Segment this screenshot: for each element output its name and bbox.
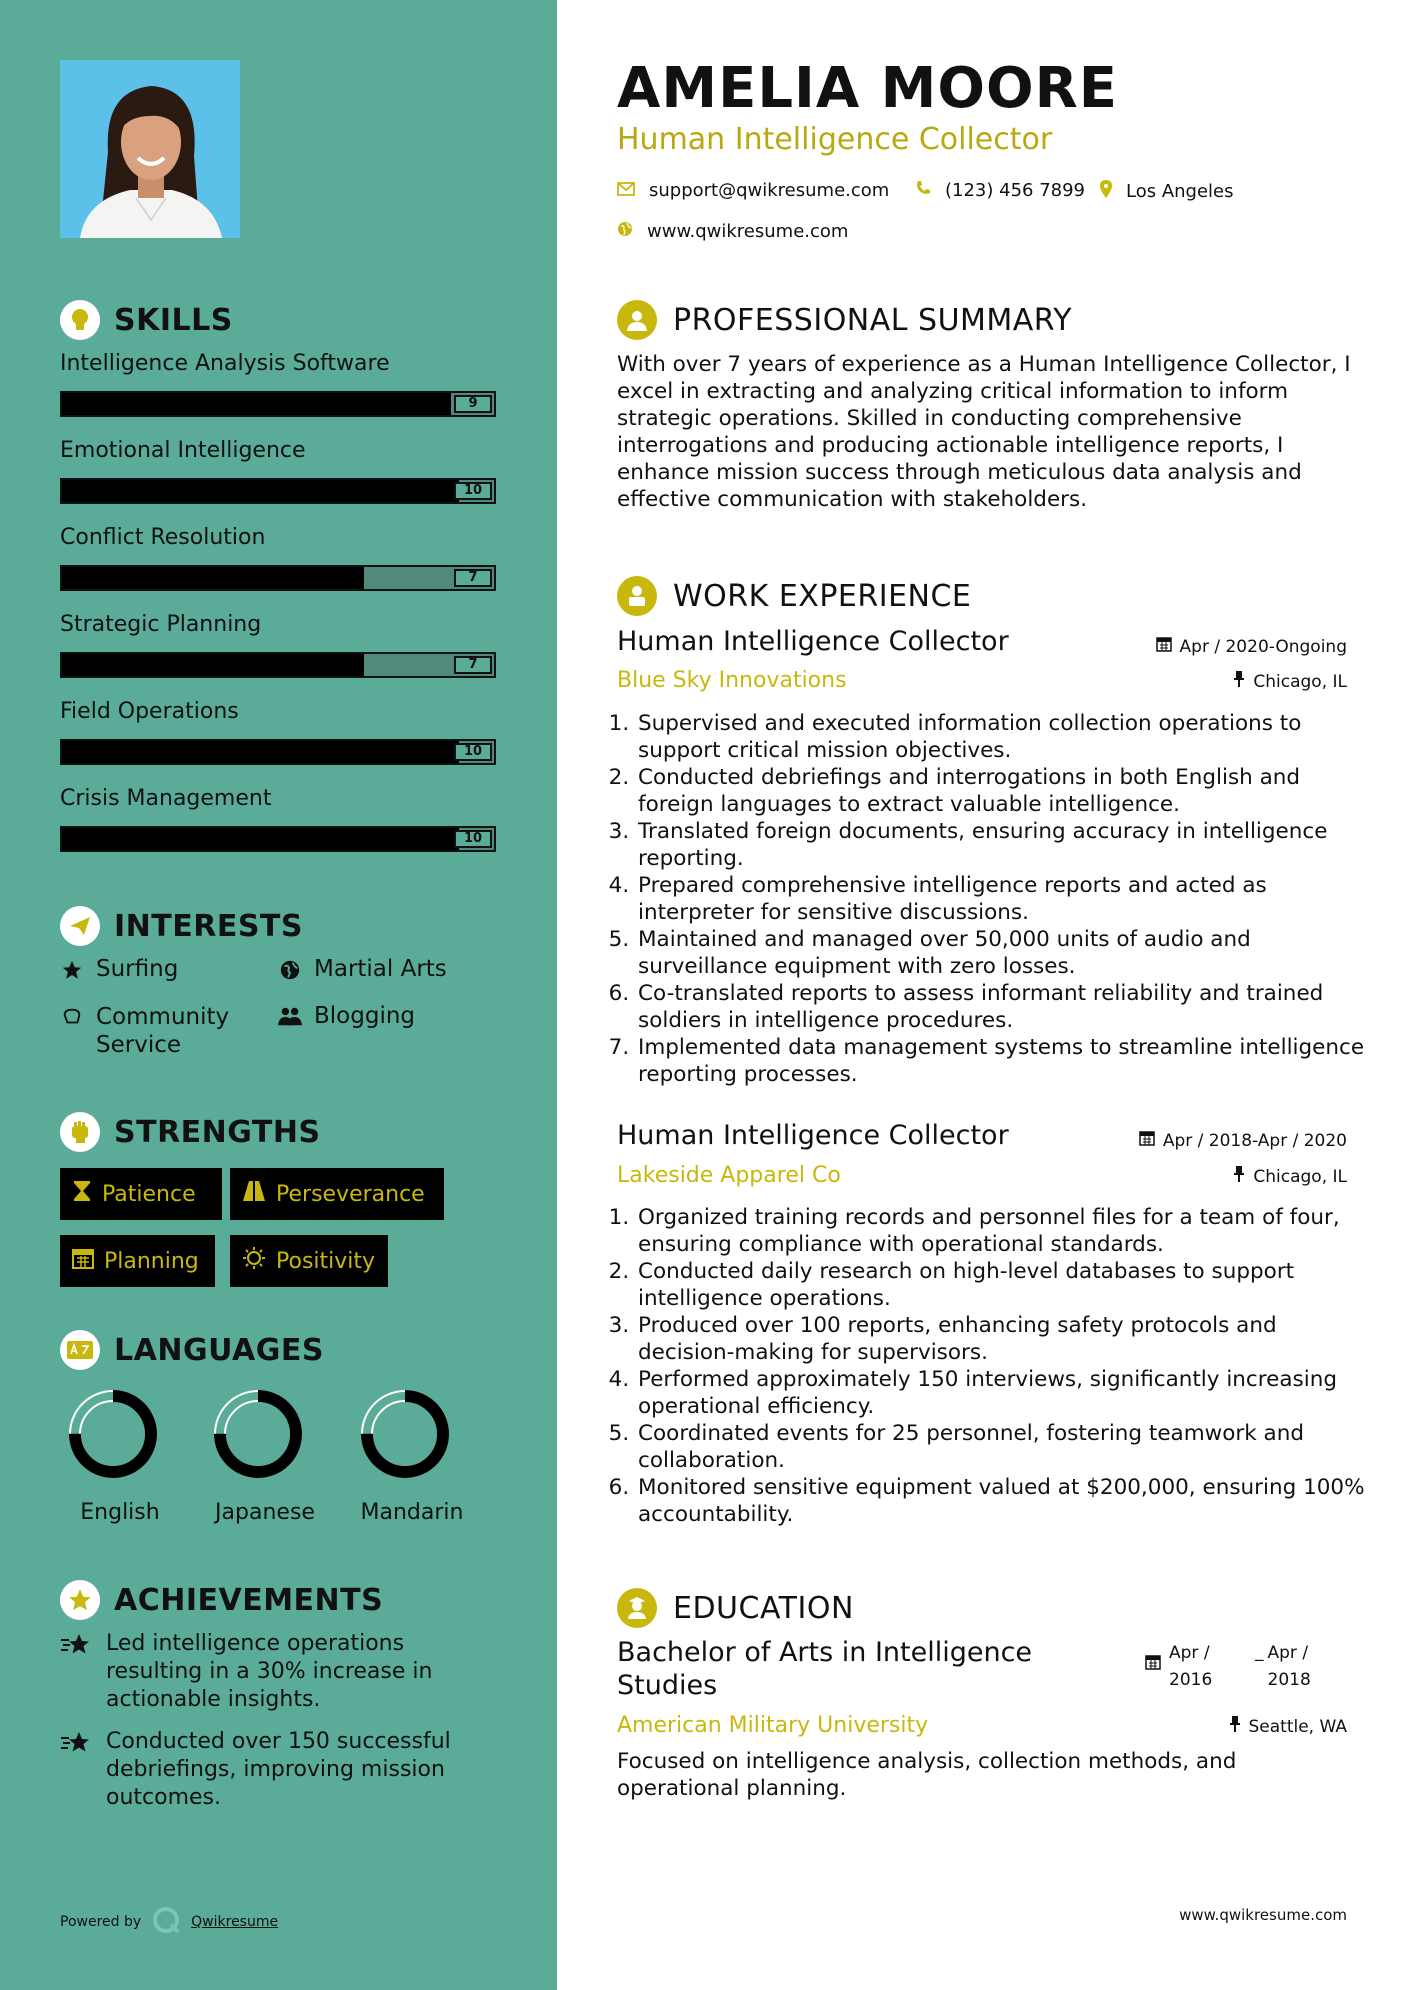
job-company: Blue Sky Innovations xyxy=(617,668,847,693)
job-company: Lakeside Apparel Co xyxy=(617,1163,841,1188)
map-pin-icon xyxy=(1100,180,1112,203)
candidate-name: AMELIA MOORE xyxy=(617,56,1118,121)
language-label-mandarin: Mandarin xyxy=(360,1500,464,1525)
skill-score: 7 xyxy=(454,569,492,587)
education-location xyxy=(1229,1716,1348,1737)
job-location-text: Chicago, IL xyxy=(1253,1166,1347,1187)
trophy-star-icon xyxy=(60,1580,100,1620)
job-bullet: 2. Conducted daily research on high-level databases to support intelligence operations. xyxy=(636,1258,1376,1312)
sun-icon xyxy=(242,1246,266,1276)
job-bullet: 1. Organized training records and personnel files for a team of four, ensuring compliance with operational standards. xyxy=(636,1204,1376,1258)
skill-label: Intelligence Analysis Software xyxy=(60,351,390,376)
strength-patience xyxy=(60,1168,222,1220)
summary-text: With over 7 years of experience as a Human Intelligence Collector, I excel in extracting and analyzing critical information to inform strategic operations. Skilled in conducting comprehensive interrogations and producing actionable intelligence reports, I enhance mission success through meticulous data analysis and effective communication with stakeholders. xyxy=(617,352,1351,512)
globe-icon xyxy=(617,221,633,242)
skill-bar xyxy=(60,391,496,417)
job-bullet: 1. Supervised and executed information collection operations to support critical mission objectives. xyxy=(636,710,1376,764)
paper-plane-icon xyxy=(60,906,100,946)
language-ring xyxy=(212,1388,304,1480)
sidebar xyxy=(0,0,557,1990)
languages-title: LANGUAGES xyxy=(114,1332,324,1368)
road-icon xyxy=(242,1181,266,1207)
job-dates-text: Apr / 2020-Ongoing xyxy=(1179,636,1347,657)
job-bullet: 4. Performed approximately 150 interviews, significantly increasing operational efficiency. xyxy=(636,1366,1376,1420)
phone-text[interactable]: (123) 456 7899 xyxy=(945,180,1086,201)
strength-label: Patience xyxy=(102,1181,196,1207)
experience-heading xyxy=(617,576,971,616)
skill-bar xyxy=(60,739,496,765)
pushpin-icon xyxy=(1233,1166,1245,1187)
skill-bar xyxy=(60,478,496,504)
education-end-text: Apr / 2018 xyxy=(1267,1643,1311,1690)
job-dates xyxy=(1139,1130,1347,1151)
shooting-star-icon xyxy=(60,1730,92,1812)
education-location-text: Seattle, WA xyxy=(1248,1716,1347,1737)
interest-surfing xyxy=(60,956,178,982)
hand-icon xyxy=(60,1005,84,1029)
interest-label: Surfing xyxy=(96,956,179,982)
contact-phone xyxy=(915,180,1085,201)
powered-by xyxy=(60,1905,278,1939)
achievement-text: Conducted over 150 successful debriefings, improving mission outcomes. xyxy=(106,1729,451,1810)
language-icon xyxy=(60,1330,100,1370)
job-bullets xyxy=(610,1204,1376,1528)
education-start xyxy=(1145,1640,1219,1694)
strengths-title: STRENGTHS xyxy=(114,1114,321,1150)
skill-label: Strategic Planning xyxy=(60,612,262,637)
skill-bar-fill xyxy=(62,567,364,589)
skills-title: SKILLS xyxy=(114,302,233,338)
profile-photo-image xyxy=(60,60,240,238)
education-degree: Bachelor of Arts in Intelligence Studies xyxy=(617,1637,1033,1701)
skill-score: 10 xyxy=(454,830,492,848)
skill-bar xyxy=(60,826,496,852)
skill-score: 7 xyxy=(454,656,492,674)
experience-title: WORK EXPERIENCE xyxy=(673,578,972,614)
strength-planning xyxy=(60,1235,215,1287)
pushpin-icon xyxy=(1229,1716,1241,1737)
strengths-heading xyxy=(60,1112,321,1152)
education-school: American Military University xyxy=(617,1713,929,1738)
job-title: Human Intelligence Collector xyxy=(617,1120,1009,1151)
job-bullet: 3. Translated foreign documents, ensuring accuracy in intelligence reporting. xyxy=(636,818,1376,872)
skill-bar-fill xyxy=(62,741,459,763)
summary-heading xyxy=(617,300,1072,340)
language-label-english: English xyxy=(80,1500,160,1525)
job-dates xyxy=(1156,636,1347,657)
briefcase-user-icon xyxy=(617,576,657,616)
skill-label: Field Operations xyxy=(60,699,239,724)
powered-by-text: Powered by xyxy=(60,1914,142,1930)
job-bullet: 7. Implemented data management systems to streamline intelligence reporting processes. xyxy=(636,1034,1376,1088)
contact-email xyxy=(617,180,889,201)
education-title: EDUCATION xyxy=(673,1590,854,1626)
envelope-icon xyxy=(617,180,635,201)
pushpin-icon xyxy=(1233,671,1245,692)
calendar-icon xyxy=(1156,636,1172,657)
strength-label: Positivity xyxy=(276,1248,376,1274)
interest-label: Community Service xyxy=(96,1004,230,1058)
interest-blogging xyxy=(278,1003,415,1029)
skill-score: 9 xyxy=(454,395,492,413)
users-icon xyxy=(278,1005,302,1029)
phone-icon xyxy=(915,180,931,201)
languages-heading xyxy=(60,1330,324,1370)
qwikresume-logo-icon xyxy=(151,1905,181,1939)
user-icon xyxy=(617,300,657,340)
job-title: Human Intelligence Collector xyxy=(617,626,1009,657)
fist-icon xyxy=(60,1112,100,1152)
globe-icon xyxy=(278,958,302,982)
website-text[interactable]: www.qwikresume.com xyxy=(647,221,849,242)
calendar-icon xyxy=(1139,1130,1155,1151)
skill-bar-fill xyxy=(62,480,459,502)
education-end xyxy=(1255,1640,1318,1694)
achievements-title: ACHIEVEMENTS xyxy=(114,1582,384,1618)
skill-label: Conflict Resolution xyxy=(60,525,266,550)
job-bullet: 5. Coordinated events for 25 personnel, fostering teamwork and collaboration. xyxy=(636,1420,1376,1474)
job-bullet: 4. Prepared comprehensive intelligence reports and acted as interpreter for sensitive discussions. xyxy=(636,872,1376,926)
language-ring xyxy=(359,1388,451,1480)
date-separator: _ xyxy=(1255,1642,1264,1662)
skill-bar-fill xyxy=(62,654,364,676)
interest-label: Blogging xyxy=(314,1003,416,1029)
job-location xyxy=(1233,1166,1347,1187)
hourglass-icon xyxy=(72,1180,92,1208)
education-start-text: Apr / 2016 xyxy=(1169,1643,1213,1690)
interest-community-service xyxy=(60,1003,260,1059)
qwikresume-link[interactable]: Qwikresume xyxy=(191,1914,279,1930)
interest-label: Martial Arts xyxy=(314,956,447,982)
summary-title: PROFESSIONAL SUMMARY xyxy=(673,302,1073,338)
graduate-icon xyxy=(617,1588,657,1628)
interest-martial-arts xyxy=(278,956,447,982)
skill-bar-fill xyxy=(62,828,459,850)
skill-score: 10 xyxy=(454,743,492,761)
education-description: Focused on intelligence analysis, collection methods, and operational planning. xyxy=(617,1749,1237,1801)
interests-heading xyxy=(60,906,303,946)
calendar-icon xyxy=(72,1247,94,1275)
achievement-item xyxy=(60,1728,500,1812)
contact-location xyxy=(1100,180,1234,203)
skills-heading xyxy=(60,300,233,340)
strength-label: Planning xyxy=(104,1248,199,1274)
strength-label: Perseverance xyxy=(276,1181,425,1207)
skill-score: 10 xyxy=(454,482,492,500)
job-bullet: 2. Conducted debriefings and interrogations in both English and foreign languages to extract valuable intelligence. xyxy=(636,764,1376,818)
strength-perseverance xyxy=(230,1168,444,1220)
contact-website xyxy=(617,221,848,242)
interests-title: INTERESTS xyxy=(114,908,303,944)
job-location xyxy=(1233,671,1347,692)
job-bullet: 6. Monitored sensitive equipment valued at $200,000, ensuring 100% accountability. xyxy=(636,1474,1376,1528)
email-text[interactable]: support@qwikresume.com xyxy=(649,180,890,201)
skill-bar xyxy=(60,565,496,591)
strength-positivity xyxy=(230,1235,388,1287)
education-heading xyxy=(617,1588,854,1628)
skill-label: Emotional Intelligence xyxy=(60,438,306,463)
achievement-text: Led intelligence operations resulting in a 30% increase in actionable insights. xyxy=(106,1631,433,1712)
skill-bar xyxy=(60,652,496,678)
job-bullets xyxy=(610,710,1376,1088)
achievement-item xyxy=(60,1630,500,1714)
skill-label: Crisis Management xyxy=(60,786,272,811)
job-dates-text: Apr / 2018-Apr / 2020 xyxy=(1162,1130,1347,1151)
profile-photo xyxy=(60,60,240,238)
lightbulb-icon xyxy=(60,300,100,340)
job-location-text: Chicago, IL xyxy=(1253,671,1347,692)
skill-bar-fill xyxy=(62,393,451,415)
job-bullet: 3. Produced over 100 reports, enhancing safety protocols and decision-making for supervisors. xyxy=(636,1312,1376,1366)
candidate-role: Human Intelligence Collector xyxy=(617,122,1053,157)
achievements-heading xyxy=(60,1580,383,1620)
job-bullet: 5. Maintained and managed over 50,000 units of audio and surveillance equipment with zero losses. xyxy=(636,926,1376,980)
job-bullet: 6. Co-translated reports to assess informant reliability and trained soldiers in intelligence procedures. xyxy=(636,980,1376,1034)
footer-website[interactable]: www.qwikresume.com xyxy=(1179,1906,1347,1924)
language-label-japanese: Japanese xyxy=(215,1500,315,1525)
shooting-star-icon xyxy=(60,1632,92,1714)
language-ring xyxy=(67,1388,159,1480)
calendar-icon xyxy=(1145,1654,1161,1694)
location-text: Los Angeles xyxy=(1126,181,1234,202)
star-icon xyxy=(60,958,84,982)
